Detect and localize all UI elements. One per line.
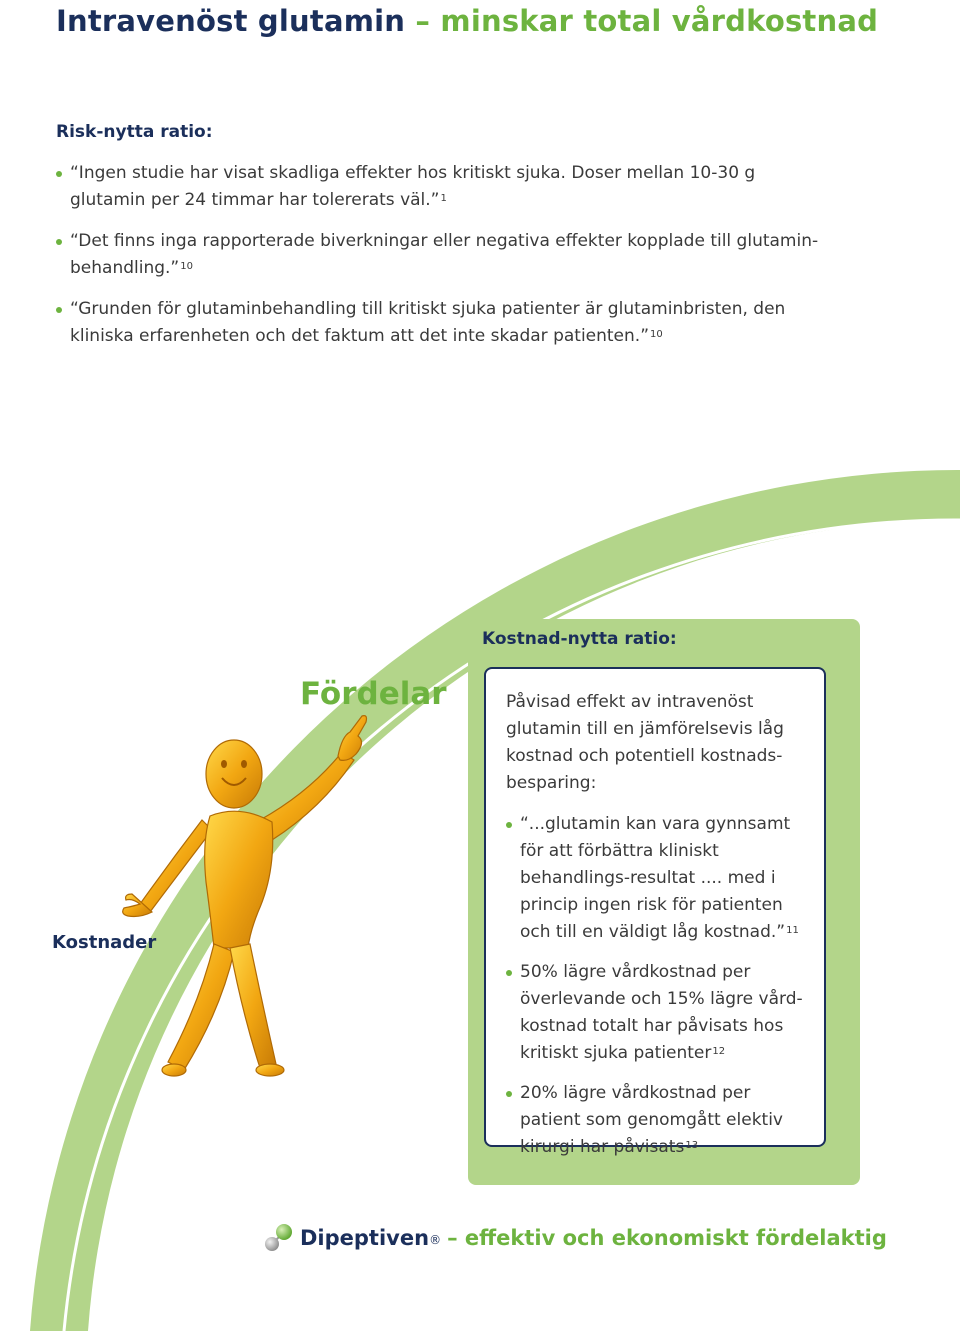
registered-mark: ® — [429, 1233, 442, 1247]
brand-name: Dipeptiven — [300, 1226, 430, 1250]
cost-list — [506, 811, 824, 1161]
bullet-dot — [506, 822, 512, 828]
risk-heading: Risk-nytta ratio: — [56, 122, 213, 142]
reference-number: 11 — [786, 925, 799, 936]
footer-brand-line — [262, 1222, 887, 1254]
cost-item-text: 50% lägre vårdkostnad per överlevande och 15% lägre vård-kostnad totalt har påvisats hos kritiskt sjuka patienter — [520, 962, 803, 1063]
fordelar-label: Fördelar — [300, 676, 447, 712]
risk-item-text: “Det finns inga rapporterade biverkningar eller negativa effekter kopplade till glutamin-behandling.” — [70, 231, 819, 278]
title-main: Intravenöst glutamin — [56, 4, 406, 38]
cost-benefit-panel — [468, 619, 860, 1185]
cost-item-3 — [506, 1080, 824, 1161]
risk-item-text: “Grunden för glutaminbehandling till kritiskt sjuka patienter är glutaminbristen, den kliniska erfarenheten och det faktum att det inte skadar patienten.” — [70, 299, 786, 346]
bullet-dot — [506, 1091, 512, 1097]
reference-number: 13 — [685, 1140, 699, 1151]
reference-number: 10 — [650, 329, 663, 340]
cost-heading: Kostnad-nytta ratio: — [482, 629, 677, 649]
cost-intro: Påvisad effekt av intravenöst glutamin till en jämförelsevis låg kostnad och potentiell kostnads-besparing: — [506, 692, 784, 793]
molecule-logo-icon — [262, 1222, 294, 1254]
bullet-dot — [506, 970, 512, 976]
reference-number: 12 — [712, 1046, 726, 1057]
cost-item-1 — [506, 811, 824, 946]
title-sub: – minskar total vårdkostnad — [405, 4, 879, 38]
reference-number: 10 — [180, 261, 193, 272]
reference-number: 1 — [440, 193, 447, 204]
cost-item-text: 20% lägre vårdkostnad per patient som genomgått elektiv kirurgi har påvisats — [520, 1083, 783, 1157]
cost-item-text: “...glutamin kan vara gynnsamt för att förbättra kliniskt behandlings-resultat .... med i princip ingen risk för patienten och till en väldigt låg kostnad.” — [520, 814, 791, 942]
cost-content-box — [484, 667, 826, 1157]
gold-pointing-figure-icon — [110, 712, 370, 1082]
brand-tagline: – effektiv och ekonomiskt fördelaktig — [447, 1226, 887, 1250]
kostnader-label: Kostnader — [52, 932, 157, 953]
risk-item-text: “Ingen studie har visat skadliga effekter hos kritiskt sjuka. Doser mellan 10-30 g glutamin per 24 timmar har tolererats väl.” — [70, 163, 756, 210]
cost-item-2 — [506, 959, 824, 1067]
